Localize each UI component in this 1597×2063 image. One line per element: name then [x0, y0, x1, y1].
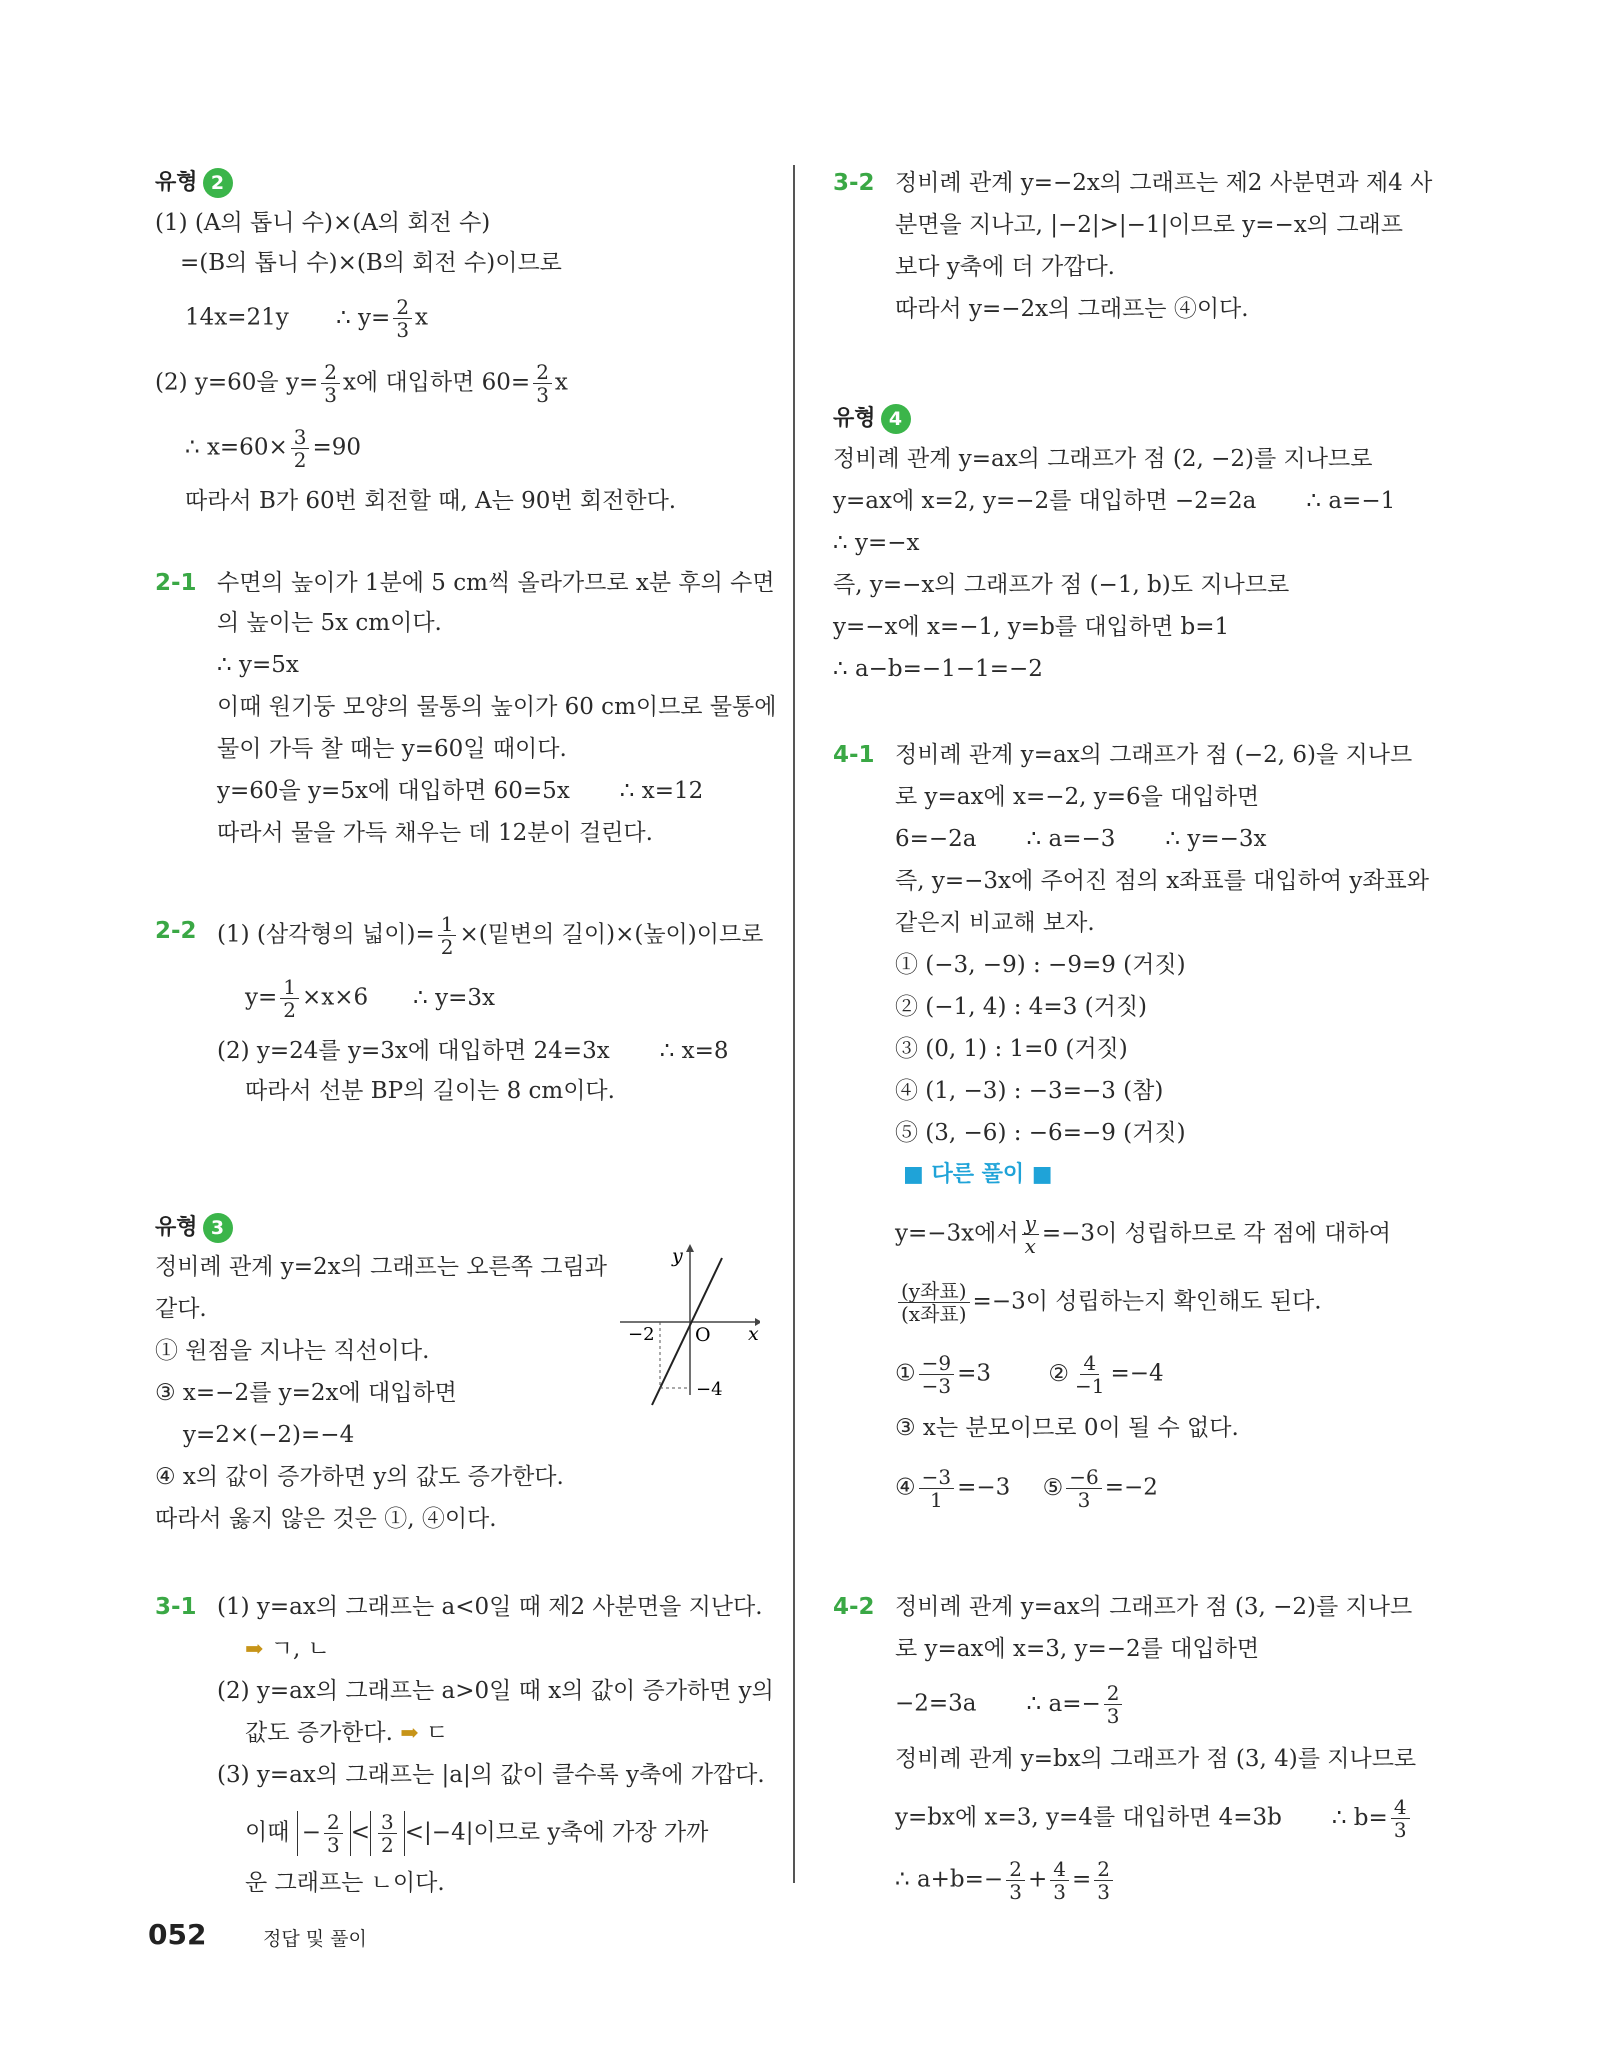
proportion-graph: [610, 1240, 760, 1410]
type2-heading: [155, 168, 233, 198]
p41-line3: 6=−2a ∴ a=−3 ∴ y=−3x: [895, 826, 1267, 852]
alt-line1: y=−3x에서 $\frac{y}{x}$ =−3이 성립하므로 각 점에 대하여: [895, 1211, 1391, 1258]
alt-line3: ① $\frac{-9}{-3}$ =3 ② $\frac{4}{-1}$ =−4: [895, 1351, 1164, 1398]
fraction: $\frac{2}{3}$: [393, 296, 412, 341]
type3-line4: ③ x=−2를 y=2x에 대입하면: [155, 1380, 457, 1406]
arrow-icon: ➡: [245, 1637, 264, 1662]
type2-line2: =(B의 톱니 수)×(B의 회전 수)이므로: [180, 250, 562, 276]
p22-line2: y= $\frac{1}{2}$ ×x×6 ∴ y=3x: [245, 975, 495, 1022]
y-axis-arrow: [686, 1244, 694, 1252]
p42-line3: −2=3a ∴ a=− $\frac{2}{3}$: [895, 1682, 1125, 1727]
p42-line5: y=bx에 x=3, y=4를 대입하면 4=3b ∴ b= $\frac{4}{3}$: [895, 1796, 1413, 1841]
p21-line6: y=60을 y=5x에 대입하면 60=5x ∴ x=12: [217, 778, 704, 804]
type4-heading: 유형 4: [833, 404, 911, 434]
type4-line2: y=ax에 x=2, y=−2를 대입하면 −2=2a ∴ a=−1: [833, 488, 1396, 514]
alt-line2: (y좌표) (x좌표) =−3이 성립하는지 확인해도 된다.: [895, 1280, 1322, 1325]
x-tick-label: −2: [628, 1324, 655, 1345]
alt-line5: ④ $\frac{-3}{1}$ =−3 ⑤ $\frac{-6}{3}$ =−2: [895, 1465, 1158, 1512]
p42-line4: 정비례 관계 y=bx의 그래프가 점 (3, 4)를 지나므로: [895, 1746, 1417, 1772]
p41-line5: 같은지 비교해 보자.: [895, 910, 1095, 936]
type4-line1: 정비례 관계 y=ax의 그래프가 점 (2, −2)를 지나므로: [833, 446, 1373, 472]
type3-line5: y=2×(−2)=−4: [183, 1422, 355, 1448]
p31-line3: (2) y=ax의 그래프는 a>0일 때 x의 값이 증가하면 y의: [217, 1678, 774, 1704]
type3-line6: ④ x의 값이 증가하면 y의 값도 증가한다.: [155, 1464, 564, 1490]
type2-line3: 14x=21y ∴ y= $\frac{2}{3}$ x: [185, 295, 429, 342]
arrow-icon: ➡: [400, 1721, 419, 1746]
type2-badge: 2: [203, 168, 233, 198]
type2-title: 유형: [155, 170, 198, 195]
p41-line1: 정비례 관계 y=ax의 그래프가 점 (−2, 6)을 지나므: [895, 742, 1413, 768]
column-divider: [793, 165, 795, 1883]
type2-line5: ∴ x=60× $\frac{3}{2}$ =90: [185, 425, 362, 472]
type4-badge: 4: [881, 404, 911, 434]
p41-choice3: ③ (0, 1) : 1=0 (거짓): [895, 1036, 1128, 1062]
type4-line3: ∴ y=−x: [833, 530, 920, 556]
p22-line3: (2) y=24를 y=3x에 대입하면 24=3x ∴ x=8: [217, 1038, 729, 1064]
type2-line1: (1) (A의 톱니 수)×(A의 회전 수): [155, 210, 491, 236]
p32-line4: 따라서 y=−2x의 그래프는 ④이다.: [895, 296, 1249, 322]
p31-line6: 이때 − $\frac{2}{3}$ < $\frac{3}{2}$ <|−4|이므로 y축에 가장 가까: [245, 1810, 709, 1857]
type3-heading: 유형 3: [155, 1213, 233, 1243]
problem-4-1-number: 4-1: [833, 742, 875, 768]
p21-line5: 물이 가득 찰 때는 y=60일 때이다.: [217, 736, 567, 762]
p21-line1: 수면의 높이가 1분에 5 cm씩 올라가므로 x분 후의 수면: [217, 570, 775, 596]
type4-line4: 즉, y=−x의 그래프가 점 (−1, b)도 지나므로: [833, 572, 1290, 598]
type4-line6: ∴ a−b=−1−1=−2: [833, 656, 1043, 682]
problem-2-2-number: 2-2: [155, 918, 197, 944]
type4-line5: y=−x에 x=−1, y=b를 대입하면 b=1: [833, 614, 1230, 640]
type3-line1: 정비례 관계 y=2x의 그래프는 오른쪽 그림과: [155, 1254, 607, 1280]
type3-line2: 같다.: [155, 1296, 207, 1322]
p21-line2: 의 높이는 5x cm이다.: [217, 610, 442, 636]
p32-line1: 정비례 관계 y=−2x의 그래프는 제2 사분면과 제4 사: [895, 170, 1433, 196]
p21-line7: 따라서 물을 가득 채우는 데 12분이 걸린다.: [217, 820, 653, 846]
p31-line4: 값도 증가한다. ➡ ㄷ: [245, 1720, 449, 1746]
problem-3-1-number: 3-1: [155, 1594, 197, 1620]
p32-line3: 보다 y축에 더 가깝다.: [895, 254, 1115, 280]
p31-line7: 운 그래프는 ㄴ이다.: [245, 1870, 445, 1896]
p41-line2: 로 y=ax에 x=−2, y=6을 대입하면: [895, 784, 1260, 810]
type3-badge: 3: [203, 1213, 233, 1243]
problem-2-1-number: 2-1: [155, 570, 197, 596]
alt-line4: ③ x는 분모이므로 0이 될 수 없다.: [895, 1415, 1239, 1441]
origin-label: O: [695, 1324, 711, 1346]
problem-3-2-number: 3-2: [833, 170, 875, 196]
p32-line2: 분면을 지나고, |−2|>|−1|이므로 y=−x의 그래프: [895, 212, 1403, 238]
type2-line4: (2) y=60을 y= $\frac{2}{3}$ x에 대입하면 60= $\frac{2}{3}$ x: [155, 360, 568, 407]
y-tick-label: −4: [696, 1379, 723, 1400]
p21-line4: 이때 원기둥 모양의 물통의 높이가 60 cm이므로 물통에: [217, 694, 777, 720]
p41-choice5: ⑤ (3, −6) : −6=−9 (거짓): [895, 1120, 1186, 1146]
footer-label: 정답 및 풀이: [263, 1928, 367, 1950]
problem-4-2-number: 4-2: [833, 1594, 875, 1620]
alt-solution-title: ■ 다른 풀이 ■: [903, 1162, 1053, 1187]
p41-choice2: ② (−1, 4) : 4=3 (거짓): [895, 994, 1148, 1020]
p42-line1: 정비례 관계 y=ax의 그래프가 점 (3, −2)를 지나므: [895, 1594, 1413, 1620]
type3-line7: 따라서 옳지 않은 것은 ①, ④이다.: [155, 1506, 497, 1532]
p31-line1: (1) y=ax의 그래프는 a<0일 때 제2 사분면을 지난다.: [217, 1594, 763, 1620]
p31-line5: (3) y=ax의 그래프는 |a|의 값이 클수록 y축에 가깝다.: [217, 1762, 765, 1788]
p31-line2: ➡ ㄱ, ㄴ: [245, 1636, 330, 1662]
y-axis-label: y: [672, 1245, 683, 1267]
p21-line3: ∴ y=5x: [217, 652, 299, 678]
type3-line3: ① 원점을 지나는 직선이다.: [155, 1338, 430, 1364]
p41-choice1: ① (−3, −9) : −9=9 (거짓): [895, 952, 1186, 978]
type2-line6: 따라서 B가 60번 회전할 때, A는 90번 회전한다.: [185, 488, 677, 514]
p42-line6: ∴ a+b=− $\frac{2}{3}$ + $\frac{4}{3}$ = $\frac{2}{3}$: [895, 1858, 1116, 1903]
p22-line4: 따라서 선분 BP의 길이는 8 cm이다.: [245, 1078, 615, 1104]
p41-choice4: ④ (1, −3) : −3=−3 (참): [895, 1078, 1164, 1104]
p42-line2: 로 y=ax에 x=3, y=−2를 대입하면: [895, 1636, 1260, 1662]
page-number: 052: [148, 1918, 207, 1951]
p22-line1: (1) (삼각형의 넓이)= $\frac{1}{2}$ ×(밑변의 길이)×(높이)이므로: [217, 912, 764, 959]
p41-line4: 즉, y=−3x에 주어진 점의 x좌표를 대입하여 y좌표와: [895, 868, 1429, 894]
x-axis-label: x: [748, 1323, 759, 1345]
